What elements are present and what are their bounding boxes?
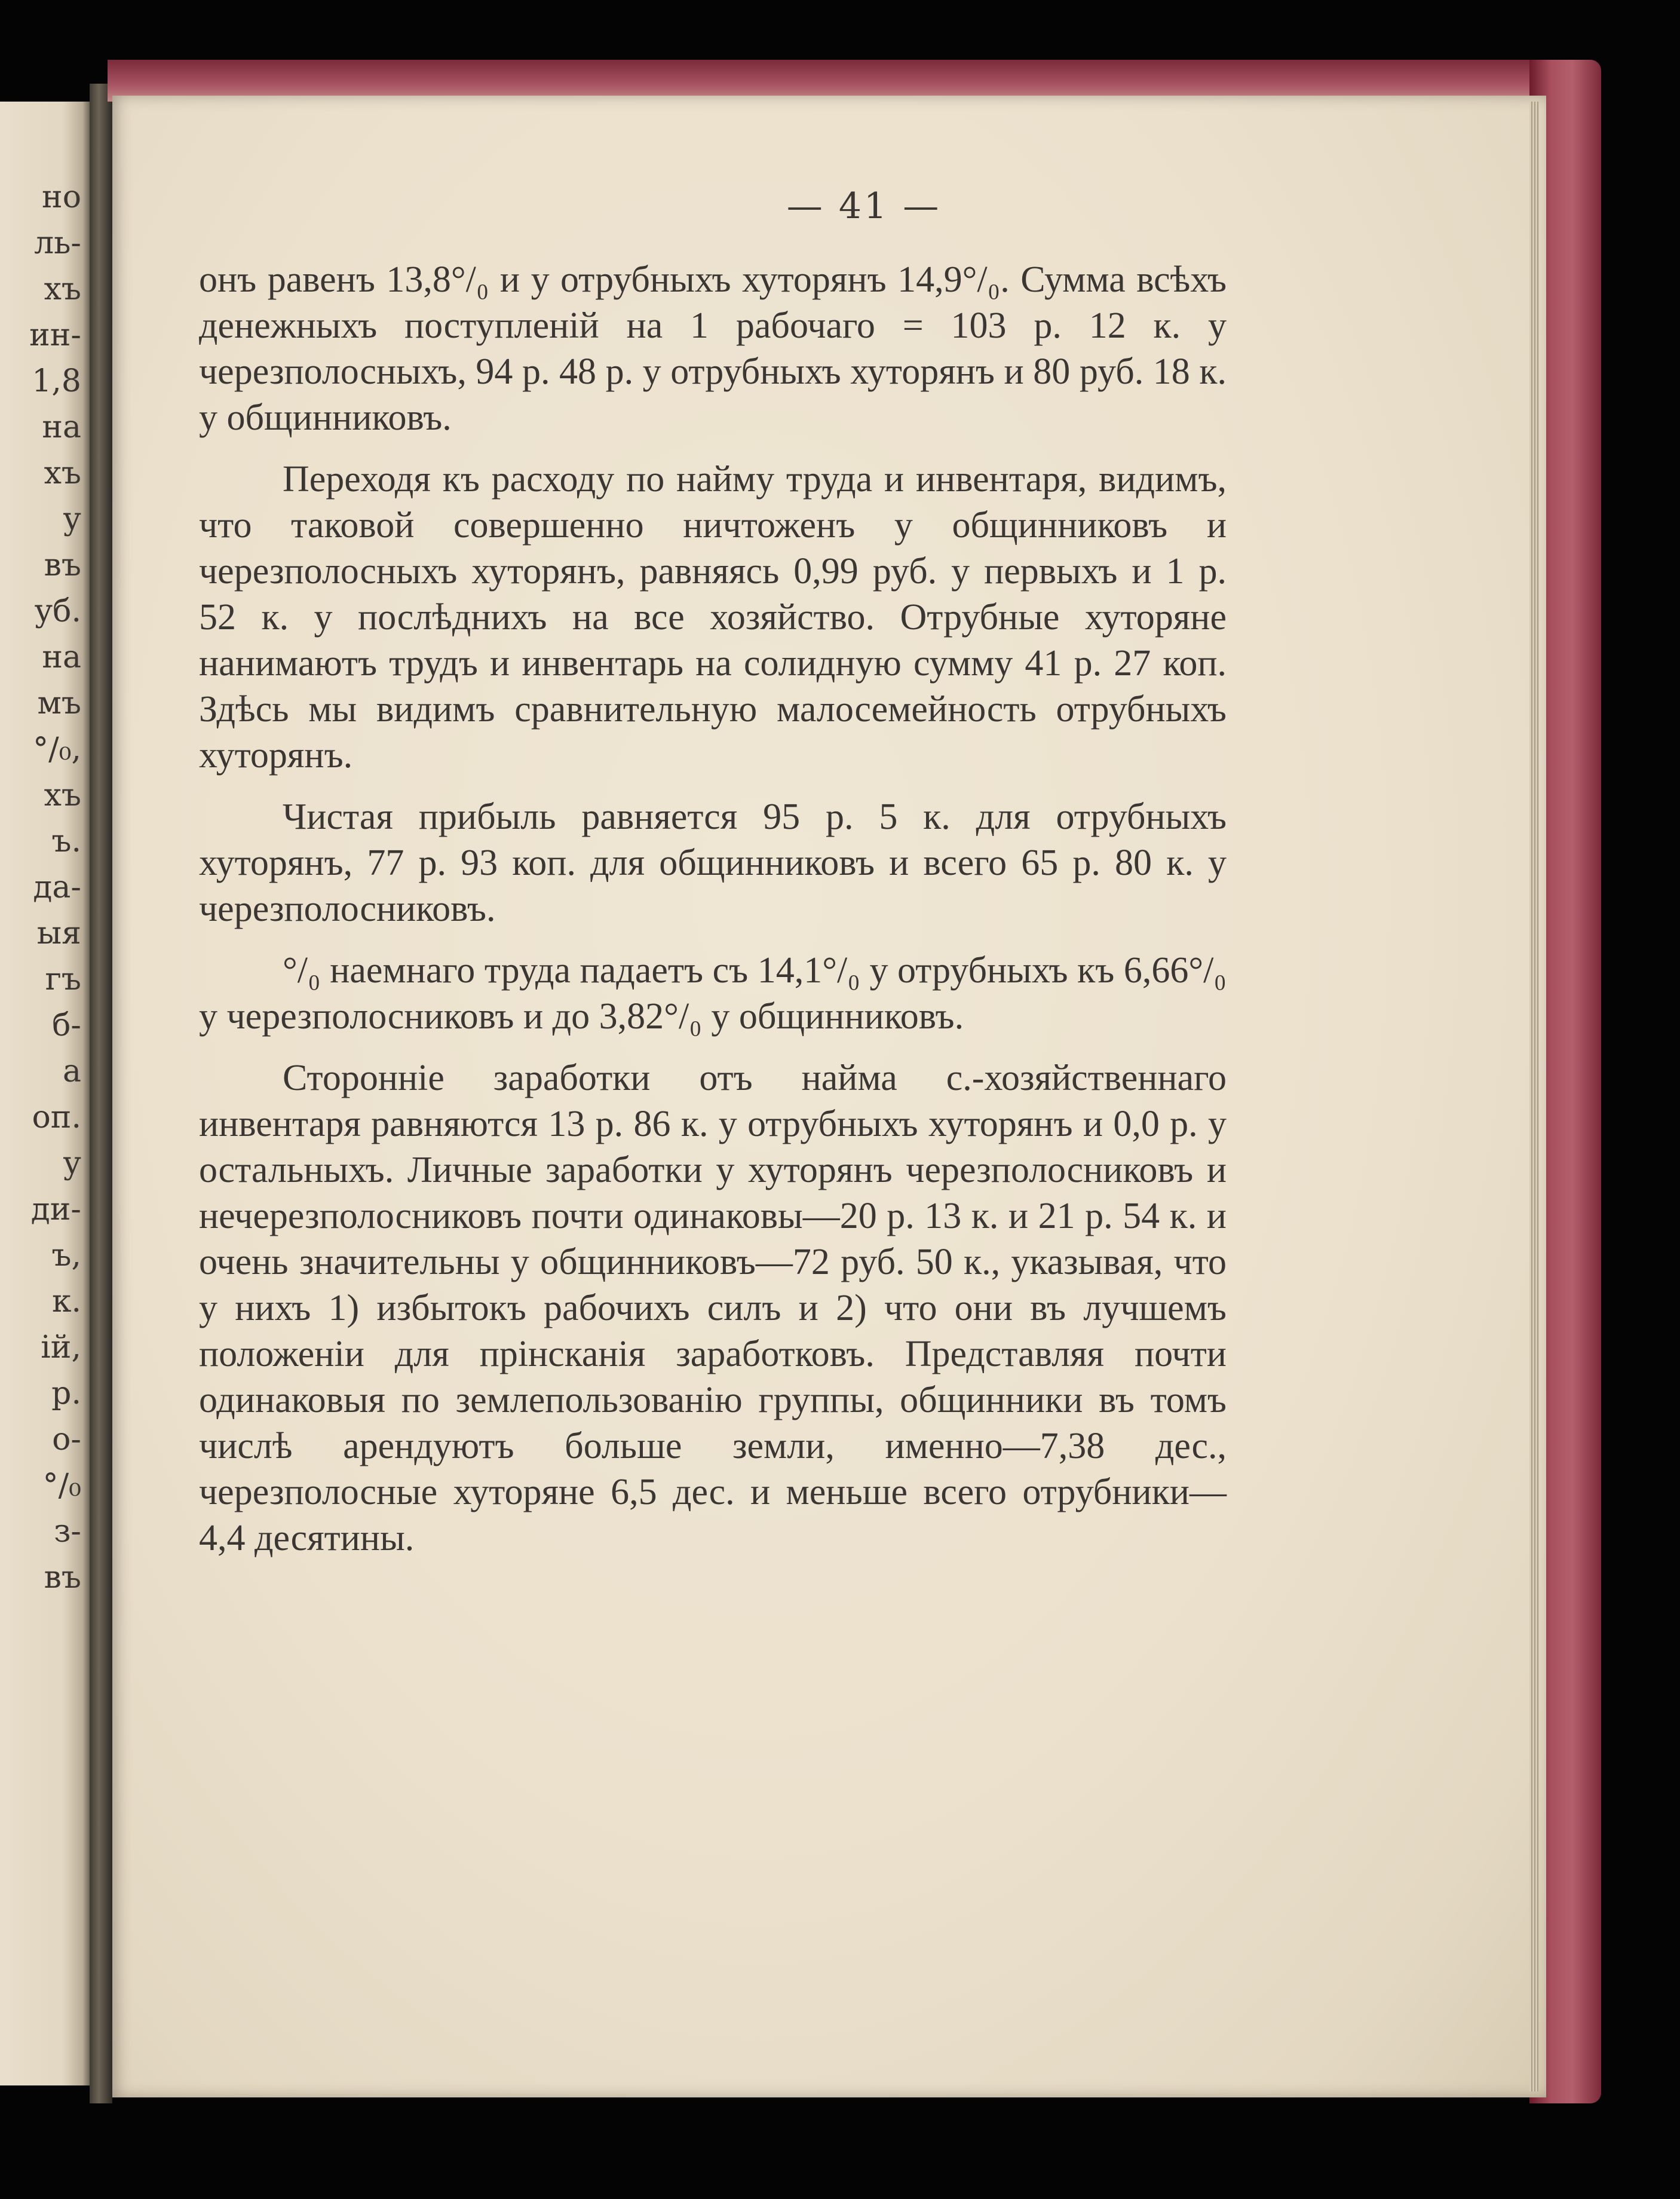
- left-page-text-fragment: ль-: [34, 225, 81, 261]
- left-page-text-fragment: гъ: [45, 961, 81, 997]
- paragraph: Чистая прибыль равняется 95 р. 5 к. для отрубныхъ хуторянъ, 77 р. 93 коп. для общинниковъ и всего 65 р. 80 к. у черезполосниковъ.: [199, 797, 1227, 929]
- left-page-text-fragment: ій,: [41, 1330, 81, 1365]
- left-page-text-fragment: ди-: [30, 1192, 81, 1227]
- left-page-text-fragment: у: [63, 1146, 81, 1181]
- left-page-text-fragment: ъ.: [51, 823, 81, 859]
- previous-page-edge: [0, 102, 90, 2085]
- left-page-text-fragment: ыя: [36, 915, 81, 951]
- paragraph: Переходя къ расходу по найму труда и инвентаря, видимъ, что таковой совершенно ничтоженъ у общинниковъ и черезполосныхъ хуторянъ, равняясь 0,99 руб. у первыхъ и 1 р. 52 к. у послѣднихъ на все хозяйство. Отрубные хуторяне нанимаютъ трудъ и инвентарь на солидную сумму 41 р. 27 коп. Здѣсь мы видимъ сравнительную малосемейность отрубныхъ хуторянъ.: [199, 459, 1227, 776]
- left-page-text-fragment: ин-: [29, 317, 81, 353]
- left-page-text-fragment: въ: [44, 547, 81, 583]
- left-page-text-fragment: к.: [51, 1284, 81, 1319]
- left-page-text-fragment: °/₀,: [33, 731, 81, 767]
- left-page-text-fragment: 1,8: [32, 363, 81, 399]
- left-page-text-fragment: р.: [51, 1376, 81, 1411]
- paragraph: Сторонніе заработки отъ найма с.-хозяйственнаго инвентаря равняются 13 р. 86 к. у отрубныхъ хуторянъ и 0,0 р. у остальныхъ. Личные заработки у хуторянъ черезполосниковъ и нечерезполосниковъ почти одинаковы—20 р. 13 к. и 21 р. 54 к. и очень значительны у общинниковъ—72 руб. 50 к., указывая, что у нихъ 1) избытокъ рабочихъ силъ и 2) что они въ лучшемъ положеніи для прінсканія заработковъ. Представляя почти одинаковыя по землепользованію группы, общинники въ томъ числѣ арендуютъ больше земли, именно—7,38 дес., черезполосные хуторяне 6,5 дес. и меньше всего отрубники—4,4 десятины.: [199, 1058, 1227, 1558]
- book-gutter: [90, 84, 112, 2103]
- left-page-text-fragment: но: [42, 179, 81, 215]
- left-page-text-fragment: б-: [52, 1007, 81, 1043]
- left-page-text-fragment: о-: [52, 1422, 81, 1457]
- left-page-text-fragment: оп.: [32, 1100, 81, 1135]
- left-page-text-fragment: °/₀: [42, 1468, 81, 1503]
- paragraph: онъ равенъ 13,8°/₀ и у отрубныхъ хуторянъ 14,9°/₀. Сумма всѣхъ денежныхъ поступленій на 1 рабочаго = 103 р. 12 к. у черезполосныхъ, 94 р. 48 р. у отрубныхъ хуторянъ и 80 руб. 18 к. у общинниковъ.: [199, 259, 1227, 438]
- left-page-text-fragment: мъ: [37, 685, 81, 721]
- paragraph: °/₀ наемнаго труда падаетъ съ 14,1°/₀ у отрубныхъ къ 6,66°/₀ у черезполосниковъ и до 3,82°/₀ у общинниковъ.: [199, 950, 1227, 1037]
- left-page-text-fragment: ъ,: [51, 1238, 81, 1273]
- left-page-text-fragment: а: [62, 1053, 81, 1089]
- left-page-text-fragment: з-: [54, 1514, 81, 1549]
- left-page-text-fragment: уб.: [34, 593, 81, 629]
- left-page-text-fragment: на: [42, 409, 81, 445]
- left-page-text-fragment: въ: [44, 1560, 81, 1595]
- page-number: — 41 —: [786, 185, 942, 227]
- left-page-text-fragment: на: [42, 639, 81, 675]
- page-body: [199, 257, 1227, 1577]
- left-page-text-fragment: хъ: [44, 777, 81, 813]
- page-stack-edge: [1529, 102, 1539, 2091]
- left-page-text-fragment: хъ: [44, 271, 81, 307]
- left-page-text-fragment: да-: [33, 869, 81, 905]
- left-page-text-fragment: хъ: [44, 455, 81, 491]
- left-page-text-fragment: у: [63, 501, 81, 537]
